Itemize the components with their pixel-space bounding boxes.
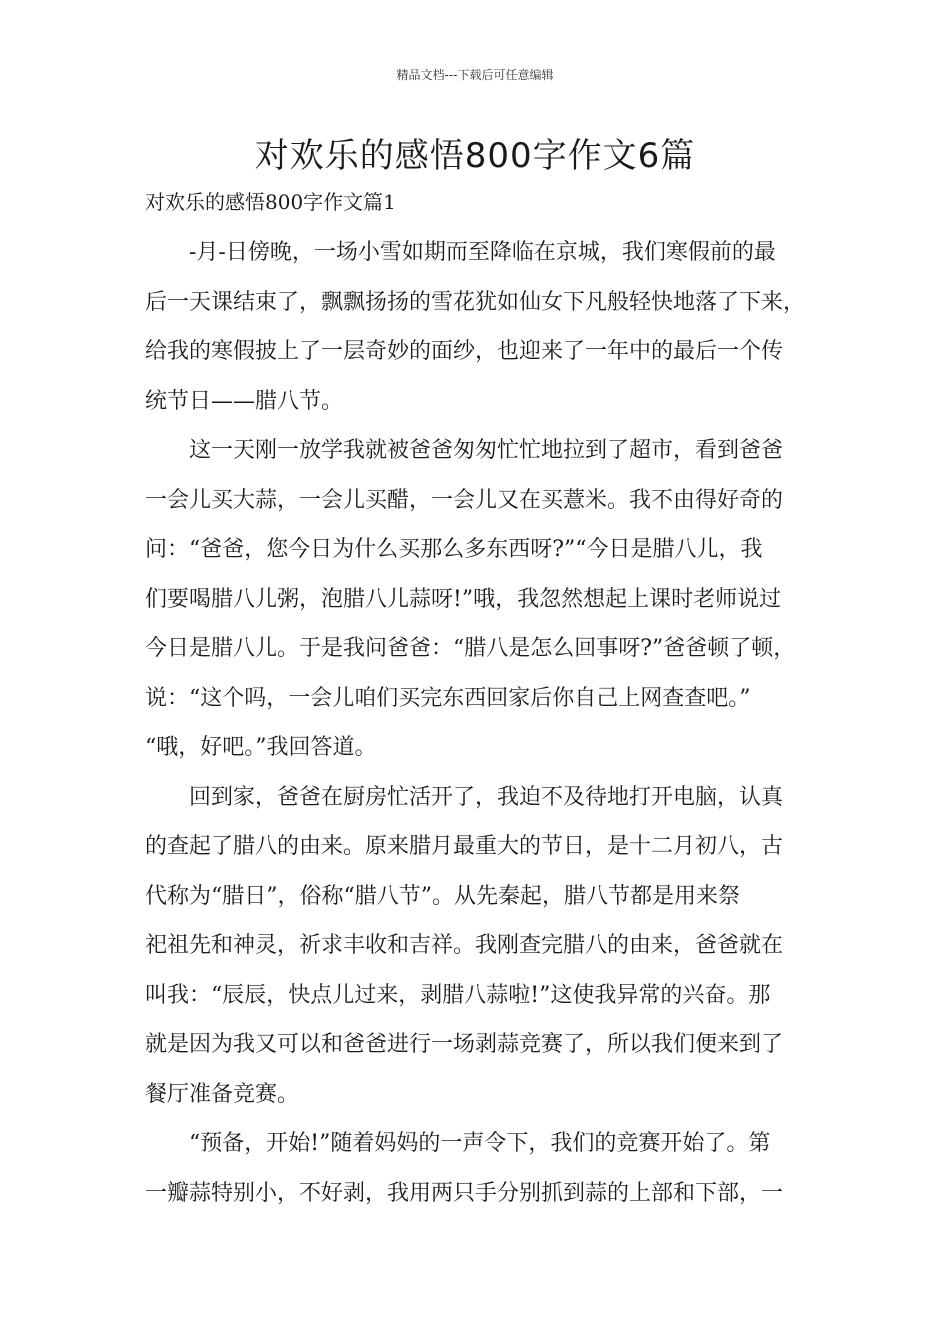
text-line: 给我的寒假披上了一层奇妙的面纱，也迎来了一年中的最后一个传 [145,339,784,364]
text-line: 这一天刚一放学我就被爸爸匆匆忙忙地拉到了超市，看到爸爸 [189,438,784,463]
text-line: “哦，好吧。”我回答道。 [145,735,377,760]
text-line: 代称为“腊日”，俗称“腊八节”。从先秦起，腊八节都是用来祭 [145,883,740,909]
paragraph [145,426,815,773]
text-line: 统节日——腊八节。 [145,388,344,414]
text-line: 后一天课结束了，飘飘扬扬的雪花犹如仙女下凡般轻快地落了下来， [145,289,806,315]
text-line: 一瓣蒜特别小，不好剥，我用两只手分别抓到蒜的上部和下部，一 [145,1180,784,1206]
header-note: 精品文档---下载后可任意编辑 [396,68,554,82]
paragraph [145,228,815,426]
paragraph [145,773,815,1120]
text-line: 叫我：“辰辰，快点儿过来，剥腊八蒜啦!”这使我异常的兴奋。那 [145,982,771,1008]
document-title: 对欢乐的感悟800字作文6篇 [254,136,696,176]
text-line: 餐厅准备竞赛。 [145,1081,300,1107]
text-line: 们要喝腊八儿粥，泡腊八儿蒜呀!”哦，我忽然想起上课时老师说过 [145,586,782,612]
text-line: 说：“这个吗，一会儿咱们买完东西回家后你自己上网查查吧。” [145,685,751,711]
text-line: -月-日傍晚，一场小雪如期而至降临在京城，我们寒假前的最 [189,240,776,265]
text-line: 一会儿买大蒜，一会儿买醋，一会儿又在买薏米。我不由得好奇的 [145,487,784,513]
text-line: 祀祖先和神灵，祈求丰收和吉祥。我刚查完腊八的由来，爸爸就在 [145,933,784,958]
paragraph [145,1119,815,1218]
text-line: 的查起了腊八的由来。原来腊月最重大的节日，是十二月初八，古 [145,834,784,859]
text-line: 回到家，爸爸在厨房忙活开了，我迫不及待地打开电脑，认真 [189,784,784,810]
text-line: 今日是腊八儿。于是我问爸爸：“腊八是怎么回事呀?”爸爸顿了顿， [145,636,796,661]
text-line: “预备，开始!”随着妈妈的一声令下，我们的竞赛开始了。第 [189,1131,771,1156]
text-line: 就是因为我又可以和爸爸进行一场剥蒜竞赛了，所以我们便来到了 [145,1032,784,1057]
text-line: 问：“爸爸，您今日为什么买那么多东西呀?”“今日是腊八儿，我 [145,537,763,562]
section-heading: 对欢乐的感悟800字作文篇1 [145,190,396,214]
document-body [145,228,815,1218]
